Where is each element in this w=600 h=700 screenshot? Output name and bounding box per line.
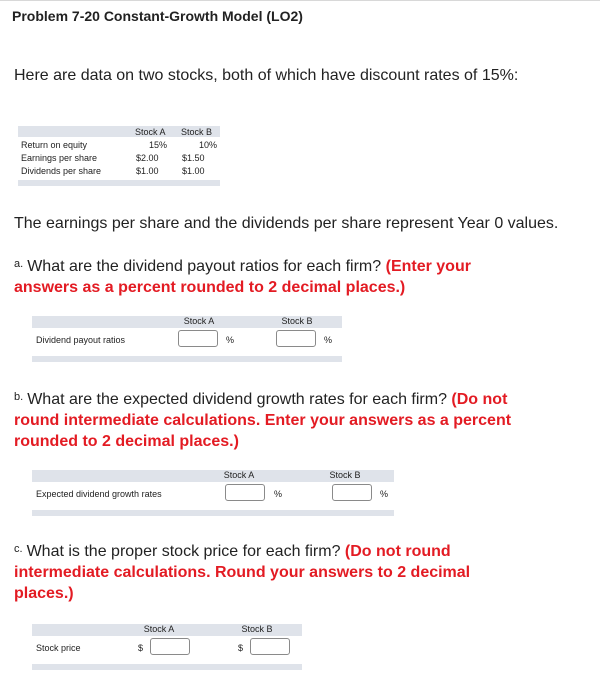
answer-a-row-label: Dividend payout ratios [36, 335, 126, 345]
answer-c-row-label: Stock price [36, 643, 81, 653]
answer-table-b-footer-band [32, 510, 394, 516]
answer-c-col-stock-a: Stock A [143, 624, 175, 634]
percent-unit-growth-b: % [380, 489, 389, 499]
answer-table-a-footer-band [32, 356, 342, 362]
intro-text: Here are data on two stocks, both of which have discount rates of 15%: [14, 67, 519, 84]
question-c-instruction: (Do not round intermediate calculations. Round your answers to 2 decimal places.) [14, 543, 471, 602]
answer-b-col-stock-b: Stock B [329, 470, 361, 480]
question-b [14, 389, 534, 452]
percent-unit-a: % [226, 335, 235, 345]
question-a-instruction: (Enter your answers as a percent rounded to 2 decimal places.) [14, 258, 471, 296]
payout-ratio-stock-a-input[interactable] [178, 330, 218, 347]
table-footer-band [18, 180, 220, 186]
row-label-roe: Return on equity [21, 140, 88, 150]
cell-roe-a: 15% [149, 140, 168, 150]
cell-roe-b: 10% [199, 140, 218, 150]
growth-rate-stock-b-input[interactable] [332, 484, 372, 501]
top-divider [0, 0, 600, 1]
answer-table-a [32, 316, 342, 362]
year0-statement: The earnings per share and the dividends per share represent Year 0 values. [14, 215, 559, 232]
cell-dps-b: $1.00 [182, 166, 205, 176]
stock-data-table [18, 126, 220, 186]
row-label-dps: Dividends per share [21, 166, 102, 176]
answer-a-col-stock-b: Stock B [281, 316, 313, 326]
answer-table-c-footer-band [32, 664, 302, 670]
question-c-letter: c. [14, 543, 23, 555]
answer-b-col-stock-a: Stock A [223, 470, 255, 480]
col-header-stock-b: Stock B [181, 127, 213, 137]
col-header-stock-a: Stock A [135, 127, 166, 137]
question-a [14, 256, 534, 298]
page-title: Problem 7-20 Constant-Growth Model (LO2) [12, 8, 303, 24]
question-a-letter: a. [14, 258, 24, 270]
dollar-sign-a: $ [138, 643, 144, 653]
stock-price-stock-b-input[interactable] [250, 638, 290, 655]
cell-dps-a: $1.00 [136, 166, 159, 176]
stock-price-stock-a-input[interactable] [150, 638, 190, 655]
row-label-eps: Earnings per share [21, 153, 98, 163]
answer-table-b [32, 470, 394, 516]
answer-a-col-stock-a: Stock A [183, 316, 215, 326]
question-c [14, 541, 534, 604]
answer-c-col-stock-b: Stock B [241, 624, 273, 634]
cell-eps-a: $2.00 [136, 153, 159, 163]
question-b-instruction: (Do not round intermediate calculations. Enter your answers as a percent rounded to 2 decimal places.) [14, 391, 512, 450]
dollar-sign-b: $ [238, 643, 244, 653]
percent-unit-growth-a: % [274, 489, 283, 499]
question-c-text: What is the proper stock price for each firm? [26, 543, 341, 560]
percent-unit-b: % [324, 335, 333, 345]
question-b-letter: b. [14, 391, 24, 403]
cell-eps-b: $1.50 [182, 153, 205, 163]
question-b-text: What are the expected dividend growth rates for each firm? [27, 391, 447, 408]
answer-b-row-label: Expected dividend growth rates [36, 489, 162, 499]
payout-ratio-stock-b-input[interactable] [276, 330, 316, 347]
growth-rate-stock-a-input[interactable] [225, 484, 265, 501]
question-a-text: What are the dividend payout ratios for each firm? [27, 258, 382, 275]
answer-table-c [32, 624, 302, 670]
